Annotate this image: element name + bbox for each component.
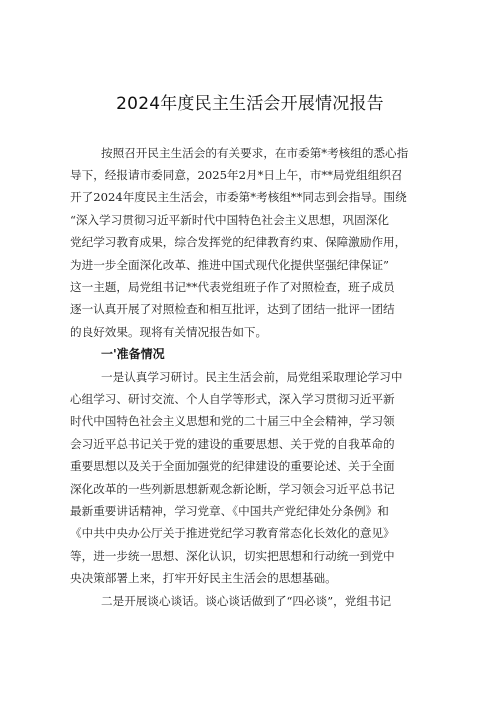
section-line: 等，进一步统一思想、深化认识，切实把思想和行动统一到党中	[70, 549, 395, 563]
section-line: 最新重要讲话精神，学习党章、《中国共产党纪律处分条例》和	[70, 504, 389, 518]
section-line: 时代中国特色社会主义思想和党的二十届三中全会精神，学习领	[70, 414, 395, 428]
section-line: 央决策部署上来，打牢开好民主生活会的思想基础。	[70, 571, 337, 585]
section-line: 深化改革的一些列新思想新观念新论断，学习领会习近平总书记	[70, 482, 395, 496]
section-line: 《中共中央办公厅关于推进党纪学习教育常态化长效化的意见》	[70, 526, 395, 540]
section-line: 心组学习、研讨交流、个人自学等形式，深入学习贯彻习近平新	[70, 392, 395, 406]
section-line: 一是认真学习研讨。民主生活会前，局党组采取理论学习中	[101, 370, 403, 384]
intro-line: 导下，经报请市委同意，2025年2月*日上午，市**局党组组织召	[70, 168, 403, 182]
intro-line: 为进一步全面深化改革、推进中国式现代化提供坚强纪律保证”	[70, 258, 389, 272]
section-line: 会习近平总书记关于党的建设的重要思想、关于党的自我革命的	[70, 437, 395, 451]
intro-line: 的良好效果。现将有关情况报告如下。	[70, 325, 268, 339]
intro-line: “深入学习贯彻习近平新时代中国特色社会主义思想，巩固深化	[70, 213, 389, 227]
section-line: 重要思想以及关于全面加强党的纪律建设的重要论述、关于全面	[70, 459, 395, 473]
document-title: 2024年度民主生活会开展情况报告	[116, 94, 384, 114]
section-heading: 一'准备情况	[101, 347, 165, 361]
section-line: 二是开展谈心谈话。谈心谈话做到了“四必谈”，党组书记	[101, 594, 392, 608]
intro-line: 党纪学习教育成果，综合发挥党的纪律教育约束、保障激励作用，	[70, 235, 407, 249]
intro-line: 这一主题，局党组书记**代表党组班子作了对照检查，班子成员	[70, 280, 395, 294]
intro-line: 逐一认真开展了对照检查和相互批评，达到了团结一批评一团结	[70, 302, 395, 316]
intro-line: 按照召开民主生活会的有关要求，在市委第*考核组的悉心指	[101, 146, 409, 160]
intro-line: 开了2024年度民主生活会，市委第*考核组**同志到会指导。围绕	[70, 190, 407, 204]
